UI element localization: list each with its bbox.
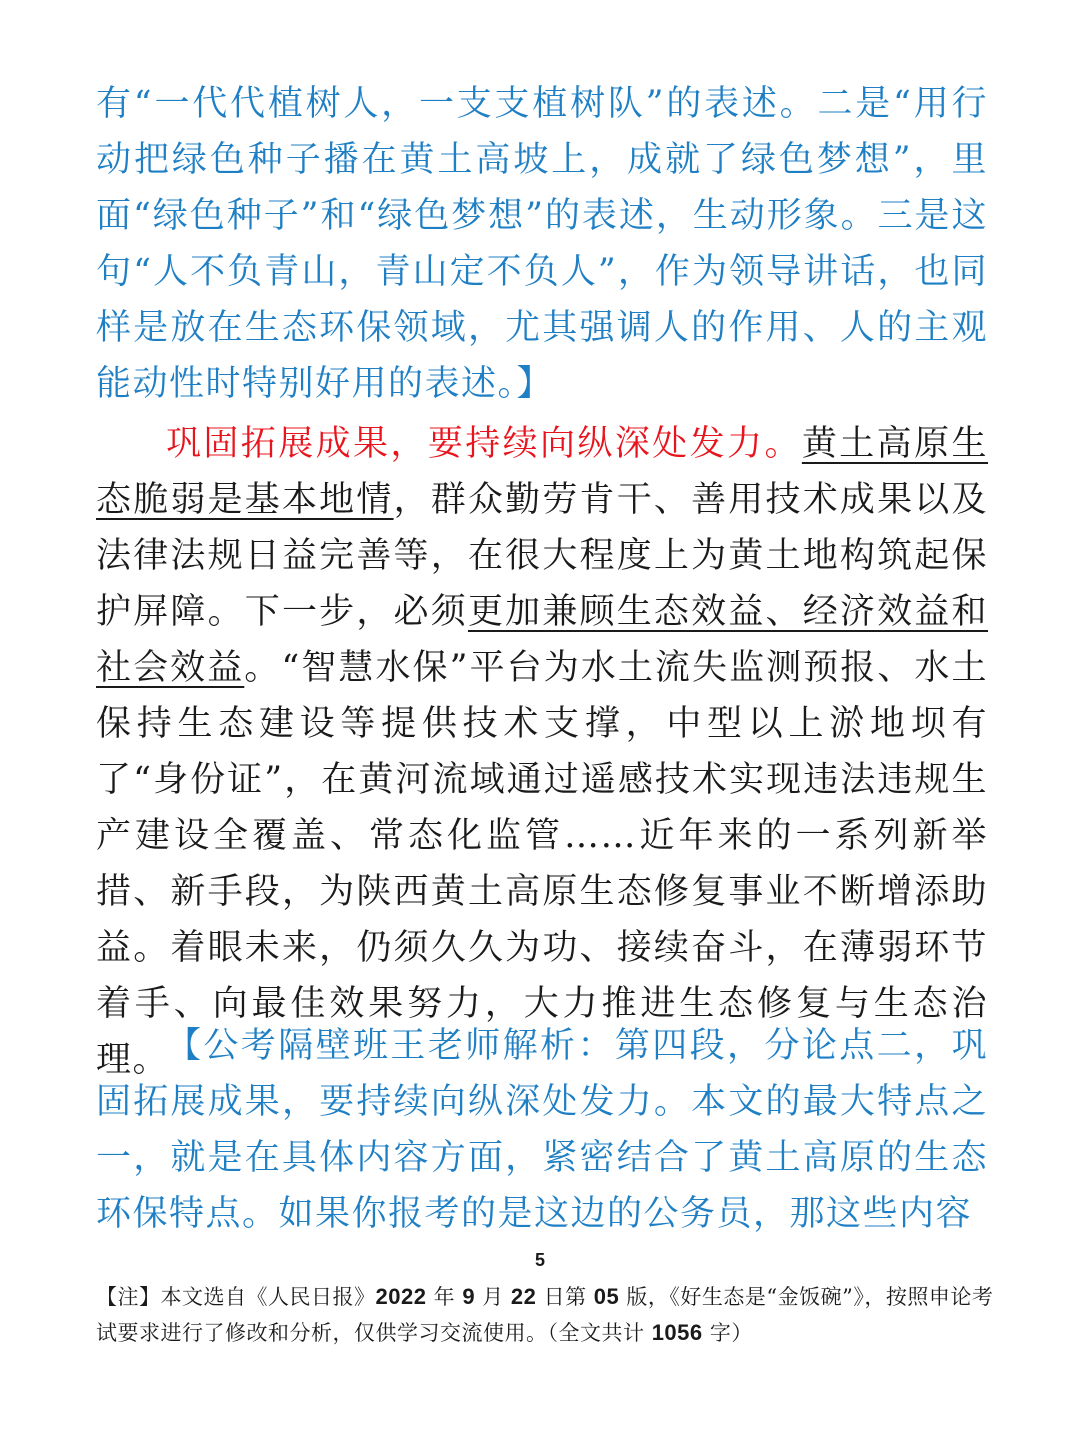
underlined-phrase-1: 黄土高原生态脆弱是基本地情	[96, 424, 988, 520]
footnote-text-1: 【注】本文选自《人民日报》	[96, 1285, 376, 1309]
paragraph-text-1: ，群众勤劳肯干、善用技术成果以及法律法规日益完善等，在很大程度上为黄土地构筑起保护屏障。下一步，必须	[96, 480, 988, 632]
article-paragraph	[96, 416, 988, 1088]
footnote-day: 22	[510, 1284, 537, 1309]
footnote	[96, 1279, 996, 1351]
footnote-text-6: 字）	[702, 1321, 753, 1345]
footnote-text-4: 日第	[536, 1285, 594, 1309]
page-number: 5	[534, 1250, 545, 1270]
analysis-paragraph-continued: 有“一代代植树人，一支支植树队”的表述。二是“用行动把绿色种子播在黄土高坡上，成就了绿色梦想”，里面“绿色种子”和“绿色梦想”的表述，生动形象。三是这句“人不负青山，青山定不负人”，作为领导讲话，也同样是放在生态环保领域，尤其强调人的作用、人的主观能动性时特别好用的表述。】	[96, 84, 988, 404]
footnote-word-count: 1056	[651, 1320, 703, 1345]
footnote-edition: 05	[593, 1284, 620, 1309]
footnote-year: 2022	[375, 1284, 427, 1309]
section-heading: 巩固拓展成果，要持续向纵深处发力。	[166, 424, 802, 464]
footnote-text-2: 年	[426, 1285, 463, 1309]
underlined-phrase-2: 更加兼顾生态效益、经济效益和社会效益	[96, 592, 988, 688]
paragraph-text-2: 。“智慧水保”平台为水土流失监测预报、水土保持生态建设等提供技术支撑，中型以上淤地坝有了“身份证”，在黄河流域通过遥感技术实现违法违规生产建设全覆盖、常态化监管……近年来的一系列新举措、新手段，为陕西黄土高原生态修复事业不断增添助益。着眼未来，仍须久久为功、接续奋斗，在薄弱环节着手、向最佳效果努力，大力推进生态修复与生态治理。	[96, 648, 988, 1080]
analysis-paragraph: 【公考隔壁班王老师解析：第四段，分论点二，巩固拓展成果，要持续向纵深处发力。本文的最大特点之一，就是在具体内容方面，紧密结合了黄土高原的生态环保特点。如果你报考的是这边的公务员，那这些内容	[96, 1026, 988, 1234]
footnote-text-3: 月	[475, 1285, 511, 1309]
footnote-text-5: 版，《好生态是“金饭碗”》，按照申论考试要求进行了修改和分析，仅供学习交流使用。（全文共计	[96, 1285, 994, 1345]
footnote-month: 9	[462, 1284, 476, 1309]
